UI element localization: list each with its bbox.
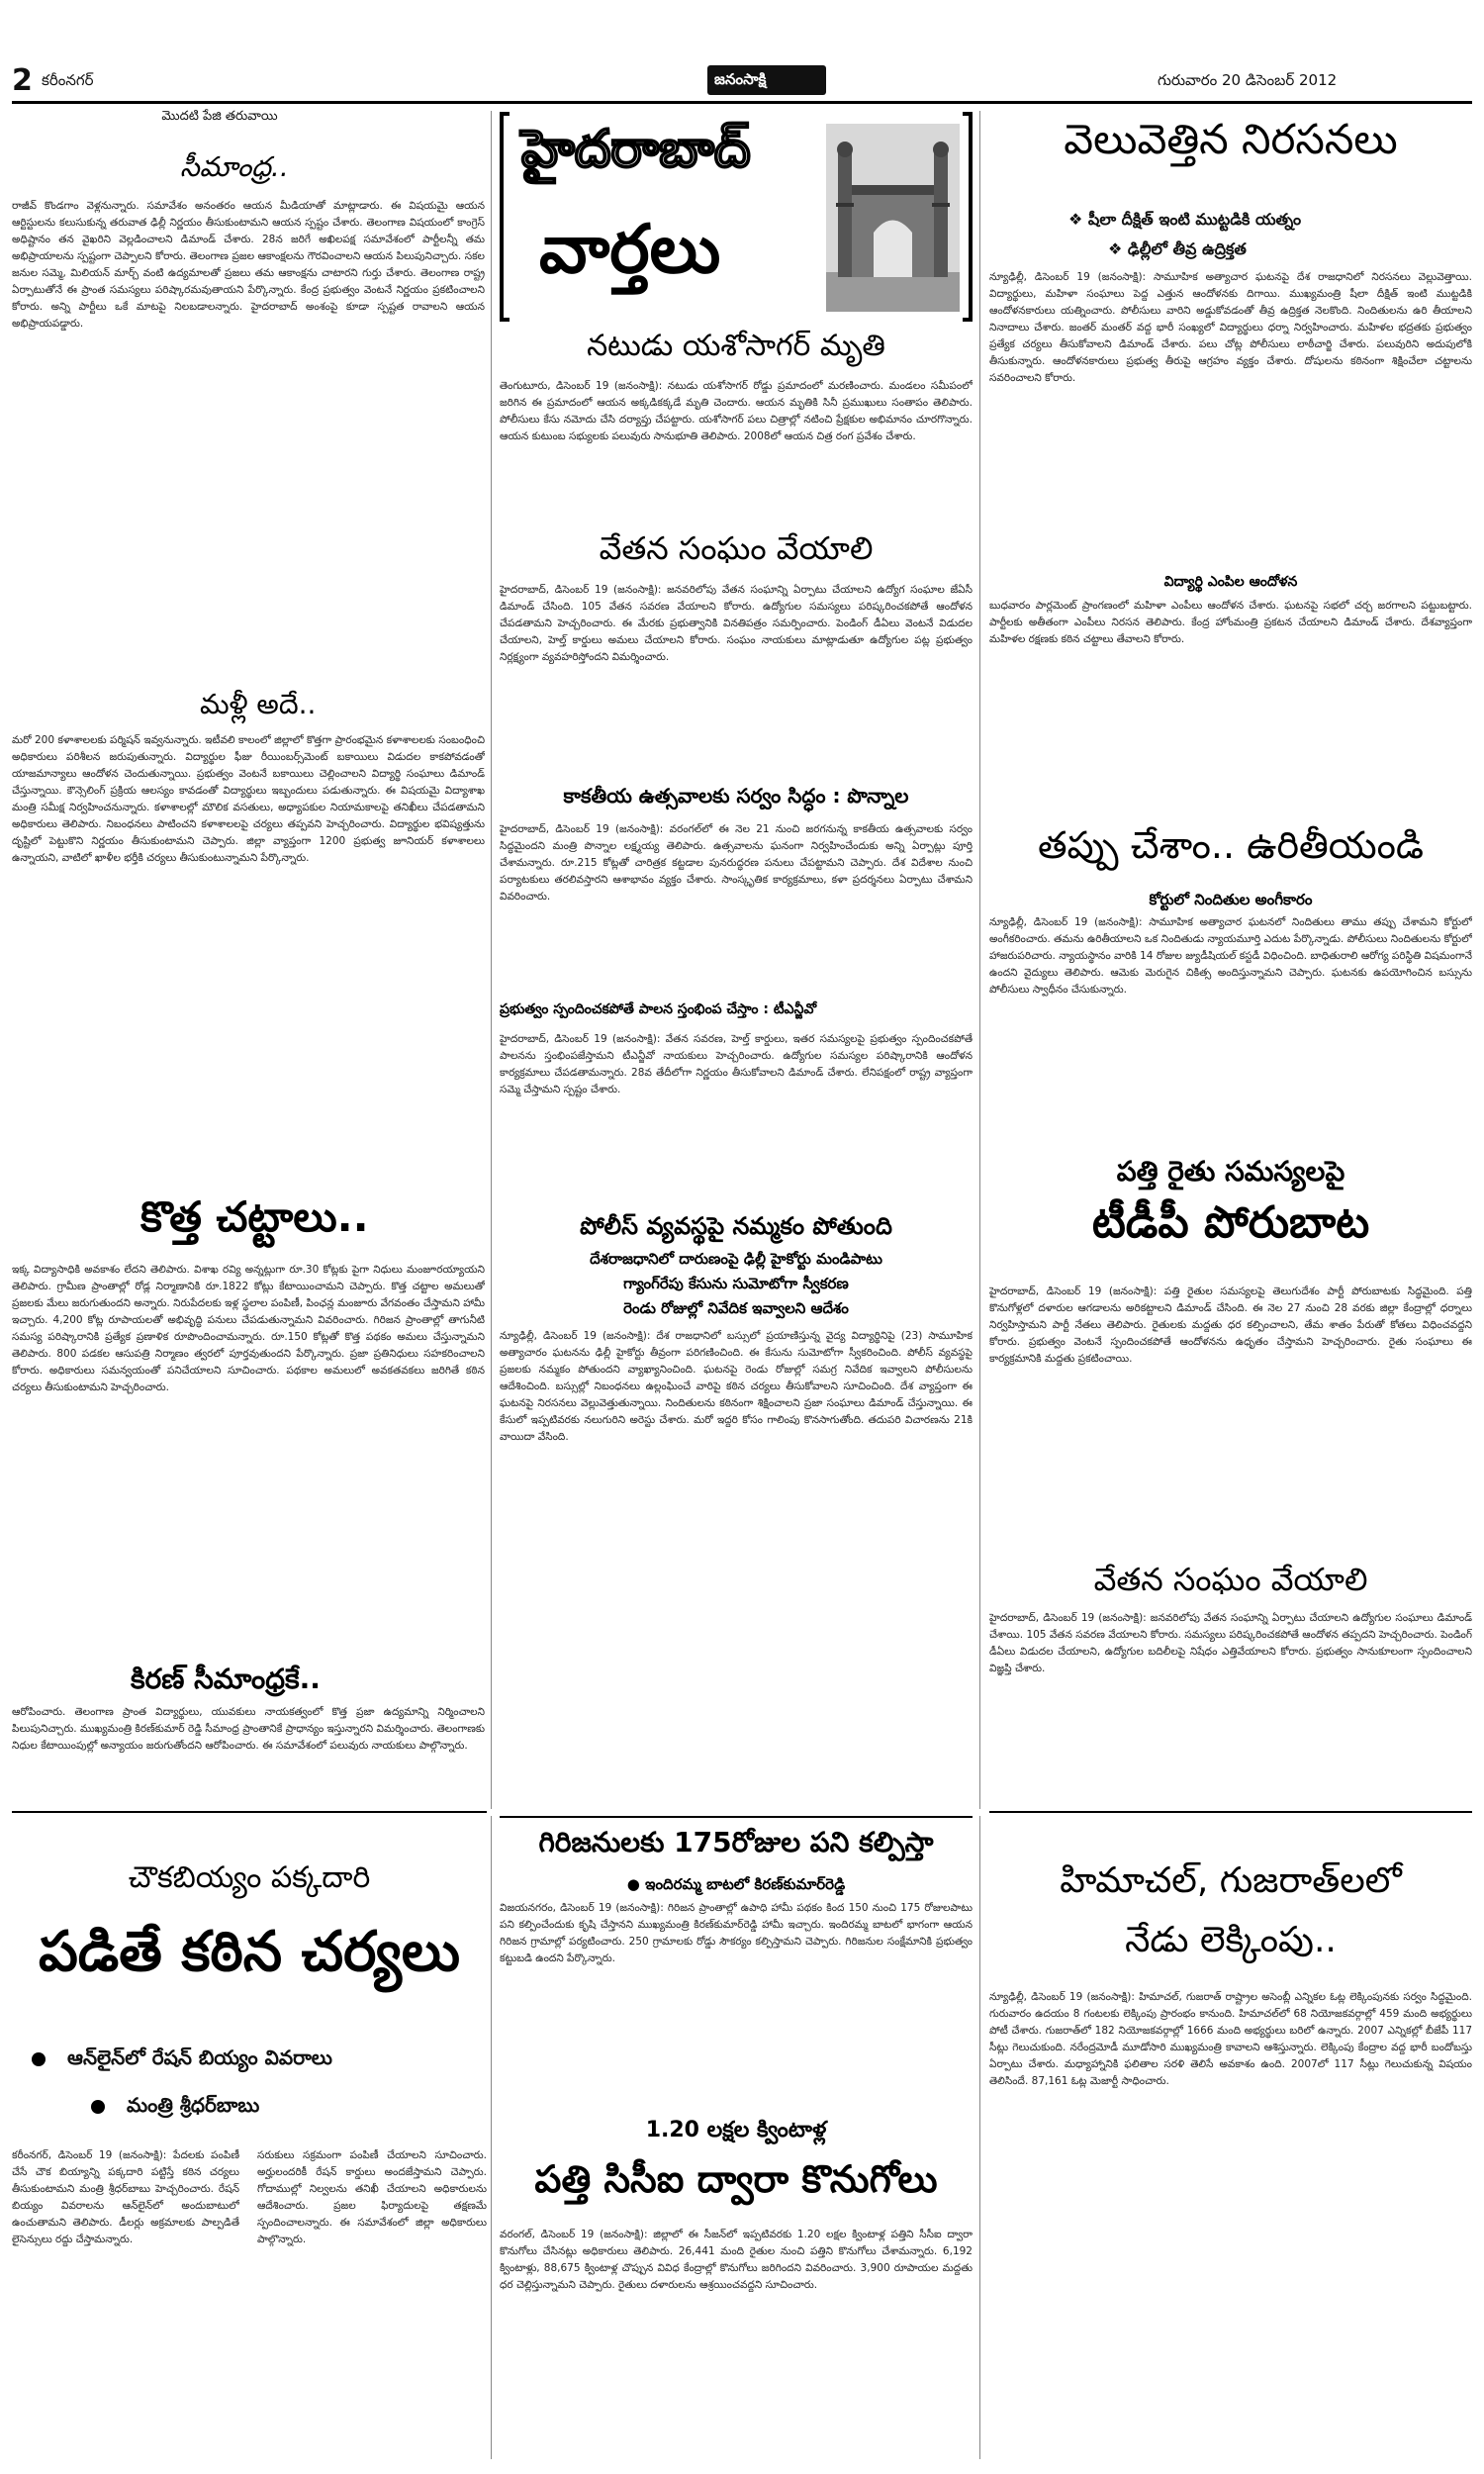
bullet-icon: ❖ <box>1108 239 1128 258</box>
headline-tngo: ప్రభుత్వం స్పందించకపోతే పాలన స్తంభింప చేస్తాం : టీఎన్జీవో <box>500 1001 817 1017</box>
bullet-online <box>32 2046 332 2074</box>
bullet-online-text: ఆన్‌లైన్‌లో రేషన్‌ బియ్యం వివరాలు <box>67 2046 332 2069</box>
lower-center <box>500 1821 973 2464</box>
lower-divider-1 <box>491 1816 492 2459</box>
headline-girijan: గిరిజనులకు 175రోజుల పని కల్పిస్తా <box>538 1826 934 1858</box>
issue-date: గురువారం 20 డిసెంబర్ 2012 <box>1158 71 1338 89</box>
article-mp: బుధవారం పార్లమెంట్‌ ప్రాంగణంలో మహిళా ఎంపీలు ఆందోళన చేశారు. ఘటనపై సభలో చర్చ జరగాలని పట్టుబట్టారు. పార్టీలకు అతీతంగా ఎంపీలు నిరసన తెలిపారు. కేంద్ర హోంమంత్రి ప్రకటన చేయాలని డిమాండ్‌ చేశారు. దేశవ్యాప్తంగా మహిళల రక్షణకు కఠిన చట్టాలు తేవాలని కోరారు. <box>989 600 1472 645</box>
article-cotton: వరంగల్‌, డిసెంబర్‌ 19 (జనంసాక్షి): జిల్లాలో ఈ సీజన్‌లో ఇప్పటివరకు 1.20 లక్షల క్వింటాళ్ల పత్తిని సీసీఐ ద్వారా కొనుగోలు చేసినట్లు అధికారులు తెలిపారు. 26,441 మంది రైతుల నుంచి పత్తిని కొనుగోలు చేశామన్నారు. 6,192 క్వింటాళ్లు, 88,675 క్వింటాళ్ల చొప్పున వివిధ కేంద్రాల్లో కొనుగోలు జరిగిందని వివరించారు. 3,900 రూపాయల మద్దతు ధర చెల్లిస్తున్నామని చెప్పారు. రైతులు దళారులను ఆశ్రయించవద్దని సూచించారు. <box>500 2229 973 2291</box>
headline-yashosagar: నటుడు యశోసాగర్‌ మృతి <box>587 329 885 363</box>
bullet-dot-icon <box>32 2052 46 2066</box>
headline-tappu-chesam: తప్పు చేశాం.. ఉరితీయండి <box>1037 823 1424 867</box>
subhead-mp: విద్యార్థి ఎంపిల ఆందోళన <box>1163 574 1298 590</box>
article-kotta-chattalu: ఇక్క విద్యాసాధికి అవకాశం లేదని తెలిపారు. విశాఖ రవ్యి అన్నట్లుగా రూ.30 కోట్లకు పైగా నిధులు మంజూరయ్యాయని తెలిపారు. గ్రామీణ ప్రాంతాల్లో రోడ్ల నిర్మాణానికి రూ.1822 కోట్లు కేటాయించామని చెప్పారు. కొత్త చట్టాల అమలుతో ప్రజలకు మేలు జరుగుతుందని అన్నారు. నిరుపేదలకు ఇళ్ల స్థలాల పంపిణీ, పింఛన్ల మంజూరు వేగవంతం చేస్తామని హామీ ఇచ్చారు. 4,200 కోట్ల రూపాయలతో అభివృద్ధి పనులు చేపడుతున్నామని వివరించారు. గిరిజన ప్రాంతాల్లో తాగునీటి సమస్య పరిష్కారానికి ప్రత్యేక ప్రణాళిక రూపొందించామన్నారు. రూ.150 కోట్లతో కొత్త పథకం అమలు చేస్తున్నామని తెలిపారు. 800 పడకల ఆసుపత్రి నిర్మాణం త్వరలో పూర్తవుతుందని పేర్కొన్నారు. ప్రజా ప్రతినిధులు సహకరించాలని కోరారు. అధికారులు సమన్వయంతో పనిచేయాలని సూచించారు. పథకాల అమలులో అవకతవకలు జరిగితే కఠిన చర్యలు తీసుకుంటామని హెచ్చరించారు. <box>12 1264 485 1393</box>
headline-police: పోలీస్‌ వ్యవస్థపై నమ్మకం పోతుంది <box>580 1212 892 1240</box>
lower-right-rule <box>989 1811 1472 1813</box>
headline-himachal-2: నేడు లెక్కింపు.. <box>1125 1920 1337 1960</box>
bullet-sheila-text: షీలా దీక్షిత్‌ ఇంటి ముట్టడికి యత్నం <box>1087 210 1302 229</box>
headline-vetana-sangham-2: వేతన సంఘం వేయాలి <box>1093 1561 1368 1598</box>
kicker: మొదటి పేజి తరువాయి <box>161 109 278 124</box>
article-ration-1: కరీంనగర్‌, డిసెంబర్‌ 19 (జనంసాక్షి): పేదలకు పంపిణీ చేసే చౌక బియ్యాన్ని పక్కదారి పట్టిస్తే కఠిన చర్యలు తీసుకుంటామని మంత్రి శ్రీధర్‌బాబు హెచ్చరించారు. రేషన్‌ బియ్యం వివరాలను ఆన్‌లైన్‌లో అందుబాటులో ఉంచుతామని తెలిపారు. డీలర్లు అక్రమాలకు పాల్పడితే లైసెన్సులు రద్దు చేస్తామన్నారు. <box>12 2149 239 2245</box>
lower-right <box>989 1821 1472 2464</box>
headline-cotton: పత్తి సిసీఐ ద్వారా కొనుగోలు <box>534 2157 938 2201</box>
banner-bracket-left <box>500 112 510 322</box>
masthead <box>0 61 1484 101</box>
article-himachal: న్యూఢిల్లీ, డిసెంబర్‌ 19 (జనంసాక్షి): హిమాచల్‌, గుజరాత్‌ రాష్ట్రాల అసెంబ్లీ ఎన్నికల ఓట్ల లెక్కింపునకు సర్వం సిద్ధమైంది. గురువారం ఉదయం 8 గంటలకు లెక్కింపు ప్రారంభం కానుంది. హిమాచల్‌లో 68 నియోజకవర్గాల్లో 459 మంది అభ్యర్థులు పోటీ చేశారు. గుజరాత్‌లో 182 నియోజకవర్గాల్లో 1666 మంది అభ్యర్థులు బరిలో ఉన్నారు. 2007 ఎన్నికల్లో బీజేపీ 117 సీట్లు గెలుచుకుంది. నరేంద్రమోడీ మూడోసారి ముఖ్యమంత్రి కావాలని ఆశిస్తున్నారు. లెక్కింపు కేంద్రాల వద్ద భారీ బందోబస్తు ఏర్పాటు చేశారు. మధ్యాహ్నానికి ఫలితాల సరళి తెలిసే అవకాశం ఉంది. 2007లో 117 సీట్లు గెలుచుకున్న విషయం తెలిసిందే. 87,161 ఓట్ల మెజార్టీ సాధించారు. <box>989 1991 1472 2087</box>
article-ration-2: సరుకులు సక్రమంగా పంపిణీ చేయాలని సూచించారు. అర్హులందరికీ రేషన్‌ కార్డులు అందజేస్తామని చెప్పారు. గోదాముల్లో నిల్వలను తనిఖీ చేయాలని అధికారులను ఆదేశించారు. ప్రజల ఫిర్యాదులపై తక్షణమే స్పందించాలన్నారు. ఈ సమావేశంలో జిల్లా అధికారులు పాల్గొన్నారు. <box>257 2149 487 2245</box>
bullet-sheila <box>1068 210 1301 233</box>
column-2 <box>500 327 973 1811</box>
article-girijan: విజయనగరం, డిసెంబర్‌ 19 (జనంసాక్షి): గిరిజన ప్రాంతాల్లో ఉపాధి హామీ పథకం కింద 150 నుంచి 175 రోజులపాటు పని కల్పించేందుకు కృషి చేస్తానని ముఖ్యమంత్రి కిరణ్‌కుమార్‌రెడ్డి హామీ ఇచ్చారు. ఇందిరమ్మ బాటలో భాగంగా ఆయన గిరిజన గ్రామాల్లో పర్యటించారు. 250 గ్రామాలకు రోడ్డు సౌకర్యం కల్పిస్తామని చెప్పారు. గిరిజనుల సంక్షేమానికి ప్రభుత్వం కట్టుబడి ఉందని పేర్కొన్నారు. <box>500 1902 973 1964</box>
article-kiran: ఆరోపించారు. తెలంగాణ ప్రాంత విద్యార్థులు, యువకులు నాయకత్వంలో కొత్త ప్రజా ఉద్యమాన్ని నిర్మించాలని పిలుపునిచ్చారు. ముఖ్యమంత్రి కిరణ్‌కుమార్‌ రెడ్డి సీమాంధ్ర ప్రాంతానికే ప్రాధాన్యం ఇస్తున్నారని విమర్శించారు. తెలంగాణకు నిధుల కేటాయింపుల్లో అన్యాయం జరుగుతోందని ఆరోపించారు. ఈ సమావేశంలో పలువురు నాయకులు పాల్గొన్నారు. <box>12 1706 485 1752</box>
subhead-court: కోర్టులో నిందితుల అంగీకారం <box>1149 891 1313 908</box>
headline-vetana-sangham: వేతన సంఘం వేయాలి <box>599 529 874 567</box>
subhead-police-2: గ్యాంగ్‌రేపు కేసును సుమోటోగా స్వీకరణ <box>623 1275 849 1292</box>
lower-left <box>12 1816 487 2459</box>
banner-bracket-right <box>963 112 973 322</box>
headline-himachal-1: హిమాచల్‌, గుజరాత్‌లలో <box>1060 1860 1402 1901</box>
subhead-police-3: రెండు రోజుల్లో నివేదిక ఇవ్వాలని ఆదేశం <box>623 1299 849 1317</box>
subhead-girijan-text: ఇందిరమ్మ బాటలో కిరణ్‌కుమార్‌రెడ్డి <box>645 1875 846 1893</box>
article-tdp: హైదరాబాద్‌, డిసెంబర్‌ 19 (జనంసాక్షి): పత్తి రైతుల సమస్యలపై తెలుగుదేశం పార్టీ పోరుబాటకు సిద్ధమైంది. పత్తి కొనుగోళ్లలో దళారుల ఆగడాలను అరికట్టాలని డిమాండ్‌ చేసింది. ఈ నెల 27 నుంచి 28 వరకు జిల్లా కేంద్రాల్లో ధర్నాలు నిర్వహిస్తామని పార్టీ నేతలు తెలిపారు. రైతులకు మద్దతు ధర కల్పించాలని, తేమ శాతం పేరుతో కోతలు విధించవద్దని కోరారు. ప్రభుత్వం వెంటనే స్పందించకపోతే ఆందోళనను ఉధృతం చేస్తామని హెచ్చరించారు. రైతు సంఘాలు ఈ కార్యక్రమానికి మద్దతు ప్రకటించాయి. <box>989 1285 1472 1365</box>
article-tngo: హైదరాబాద్‌, డిసెంబర్‌ 19 (జనంసాక్షి): వేతన సవరణ, హెల్త్‌ కార్డులు, ఇతర సమస్యలపై ప్రభుత్వం స్పందించకపోతే పాలనను స్తంభింపజేస్తామని టీఎన్జీవో నాయకులు హెచ్చరించారు. ఉద్యోగుల సమస్యల పరిష్కారానికి ఆందోళన కార్యక్రమాలు చేపడతామన్నారు. 28వ తేదీలోగా నిర్ణయం తీసుకోవాలని డిమాండ్‌ చేశారు. లేనిపక్షంలో రాష్ట్ర వ్యాప్తంగా సమ్మె చేస్తామని స్పష్టం చేశారు. <box>500 1033 973 1095</box>
bullet-delhi <box>1108 239 1247 262</box>
section-name: కరీంనగర్ <box>42 71 94 89</box>
lower-center-rule <box>500 1816 973 1818</box>
headline-kakatiya: కాకతీయ ఉత్సవాలకు సర్వం సిద్ధం : పొన్నాల <box>563 784 909 808</box>
lower-left-rule <box>12 1811 487 1813</box>
bullet-minister <box>91 2093 259 2122</box>
article-tappu-chesam: న్యూఢిల్లీ, డిసెంబర్‌ 19 (జనంసాక్షి): సామూహిక అత్యాచార ఘటనలో నిందితులు తాము తప్పు చేశామని కోర్టులో అంగీకరించారు. తమను ఉరితీయాలని ఒక నిందితుడు న్యాయమూర్తి ఎదుట పేర్కొన్నాడు. పోలీసులు నిందితులను కోర్టులో హాజరుపరిచారు. న్యాయస్థానం వారికి 14 రోజుల జ్యుడీషియల్‌ కస్టడీ విధించింది. బాధితురాలి ఆరోగ్య పరిస్థితి విషమంగానే ఉందని వైద్యులు తెలిపారు. ఆమెకు మెరుగైన చికిత్స అందిస్తున్నామని చెప్పారు. ఘటనకు ఉపయోగించిన బస్సును పోలీసులు స్వాధీనం చేసుకున్నారు. <box>989 916 1472 996</box>
column-divider-2 <box>979 111 980 1809</box>
article-malli-ade: మరో 200 కళాశాలలకు పర్మిషన్‌ ఇవ్వనున్నారు. ఇటీవలి కాలంలో జిల్లాలో కొత్తగా ప్రారంభమైన కళాశాలలకు సంబంధించి అధికారులు పరిశీలన జరుపుతున్నారు. విద్యార్థుల ఫీజు రీయింబర్స్‌మెంట్‌ బకాయిలు విడుదల కాకపోవడంతో యాజమాన్యాలు ఆందోళన చెందుతున్నాయి. ప్రభుత్వం వెంటనే బకాయిలు చెల్లించాలని విద్యార్థి సంఘాలు డిమాండ్‌ చేస్తున్నాయి. కౌన్సెలింగ్‌ ప్రక్రియ ఆలస్యం కావడంతో విద్యార్థులు ఇబ్బందులు పడుతున్నారు. ఈ విషయమై విద్యాశాఖ మంత్రి సమీక్ష నిర్వహించనున్నారు. కళాశాలల్లో మౌలిక వసతులు, అధ్యాపకుల నియామకాలపై తనిఖీలు చేపడతామని అధికారులు తెలిపారు. నిబంధనలు పాటించని కళాశాలలపై చర్యలు తప్పవని హెచ్చరించారు. విద్యార్థుల భవిష్యత్తును దృష్టిలో పెట్టుకొని నిర్ణయం తీసుకుంటామని చెప్పారు. జిల్లా వ్యాప్తంగా 1200 ప్రభుత్వ జూనియర్‌ కళాశాలలు ఉన్నాయని, వాటిలో ఖాళీల భర్తీకి చర్యలు తీసుకుంటున్నామని పేర్కొన్నారు. <box>12 734 485 864</box>
column-1 <box>12 109 485 1809</box>
column-divider-1 <box>491 111 492 1809</box>
column-3 <box>989 111 1472 1811</box>
lower-divider-2 <box>979 1816 980 2459</box>
banner-title-top: హైదరాబాద్ <box>521 120 751 179</box>
charminar-icon <box>826 124 960 312</box>
bullet-minister-text: మంత్రి శ్రీధర్‌బాబు <box>127 2093 260 2117</box>
bullet-dot-icon <box>91 2100 105 2114</box>
subhead-girijan <box>500 1875 973 1897</box>
bullet-icon: ● <box>626 1875 646 1893</box>
article-vetana-sangham: హైదరాబాద్‌, డిసెంబర్‌ 19 (జనంసాక్షి): జనవరిలోపు వేతన సంఘాన్ని ఏర్పాటు చేయాలని ఉద్యోగ సంఘాల జేఏసీ డిమాండ్‌ చేసింది. 105 వేతన సవరణ వేయాలని కోరారు. ఉద్యోగుల సమస్యలు పరిష్కరించకపోతే ఆందోళన చేపడతామని హెచ్చరించారు. ఈ మేరకు ప్రభుత్వానికి వినతిపత్రం సమర్పించారు. పెండింగ్‌ డీఏలు వెంటనే విడుదల చేయాలని, హెల్త్‌ కార్డులు అమలు చేయాలని కోరారు. సంఘం నాయకులు మాట్లాడుతూ ఉద్యోగుల పట్ల ప్రభుత్వం నిర్లక్ష్యంగా వ్యవహరిస్తోందని విమర్శించారు. <box>500 584 973 663</box>
paper-name: జనంసాక్షి <box>714 70 767 88</box>
article-niranasalu: న్యూఢిల్లీ, డిసెంబర్‌ 19 (జనంసాక్షి): సామూహిక అత్యాచార ఘటనపై దేశ రాజధానిలో నిరసనలు వెల్లువెత్తాయి. విద్యార్థులు, మహిళా సంఘాలు పెద్ద ఎత్తున ఆందోళనకు దిగాయి. ముఖ్యమంత్రి షీలా దీక్షిత్‌ ఇంటి ముట్టడికి ఆందోళనకారులు యత్నించారు. పోలీసులు వారిని అడ్డుకోవడంతో తీవ్ర ఉద్రిక్తత నెలకొంది. నిందితులను ఉరి తీయాలని నినాదాలు చేశారు. జంతర్‌ మంతర్‌ వద్ద భారీ సంఖ్యలో విద్యార్థులు ధర్నా నిర్వహించారు. మహిళల భద్రతకు ప్రభుత్వం ప్రత్యేక చర్యలు తీసుకోవాలని డిమాండ్‌ చేశారు. పలు చోట్ల పోలీసులు లాఠీచార్జి చేశారు. పలువురిని అదుపులోకి తీసుకున్నారు. ఆందోళనకారులు ప్రభుత్వ తీరుపై ఆగ్రహం వ్యక్తం చేశారు. దోషులను కఠినంగా శిక్షించేలా చట్టాలను సవరించాలని కోరారు. <box>989 271 1472 384</box>
article-police: న్యూఢిల్లీ, డిసెంబర్‌ 19 (జనంసాక్షి): దేశ రాజధానిలో బస్సులో ప్రయాణిస్తున్న వైద్య విద్యార్థినిపై (23) సామూహిక అత్యాచారం ఘటనను ఢిల్లీ హైకోర్టు తీవ్రంగా పరిగణించింది. ఈ కేసును సుమోటోగా స్వీకరించింది. పోలీస్‌ వ్యవస్థపై ప్రజలకు నమ్మకం పోతుందని వ్యాఖ్యానించింది. ఘటనపై రెండు రోజుల్లో సమగ్ర నివేదిక ఇవ్వాలని పోలీసులను ఆదేశించింది. బస్సుల్లో నిబంధనలు ఉల్లంఘించే వారిపై కఠిన చర్యలు తీసుకోవాలని సూచించింది. దేశ వ్యాప్తంగా ఈ ఘటనపై నిరసనలు వెల్లువెత్తుతున్నాయి. నిందితులను కఠినంగా శిక్షించాలని ప్రజా సంఘాలు డిమాండ్‌ చేస్తున్నాయి. ఈ కేసులో ఇప్పటివరకు నలుగురిని అరెస్టు చేశారు. మరో ఇద్దరి కోసం గాలింపు కొనసాగుతోంది. తదుపరి విచారణను 21కి వాయిదా వేసింది. <box>500 1330 973 1443</box>
hyderabad-news-banner <box>500 112 973 325</box>
bullet-icon: ❖ <box>1068 210 1088 229</box>
article-kakatiya: హైదరాబాద్‌, డిసెంబర్‌ 19 (జనంసాక్షి): వరంగల్‌లో ఈ నెల 21 నుంచి జరగనున్న కాకతీయ ఉత్సవాలకు సర్వం సిద్ధమైందని మంత్రి పొన్నాల లక్ష్మయ్య తెలిపారు. ఉత్సవాలను ఘనంగా నిర్వహించేందుకు అన్ని ఏర్పాట్లు పూర్తి చేశామన్నారు. రూ.215 కోట్లతో చారిత్రక కట్టడాల పునరుద్ధరణ పనులు చేపట్టామని చెప్పారు. దేశ విదేశాల నుంచి పర్యాటకులు తరలివస్తారని ఆశాభావం వ్యక్తం చేశారు. సాంస్కృతిక కార్యక్రమాలు, కళా ప్రదర్శనలు ఏర్పాటు చేశామని వివరించారు. <box>500 823 973 903</box>
headline-malli-ade: మళ్లీ అదే.. <box>200 688 317 720</box>
masthead-rule <box>12 101 1472 104</box>
banner-title-bottom: వార్తలు <box>539 211 721 289</box>
subhead-cotton: 1.20 లక్షల క్వింటాళ్ల <box>645 2118 827 2142</box>
headline-tdp: టీడీపీ పోరుబాట <box>1091 1197 1370 1248</box>
headline-kiran-seemandhrake: కిరణ్‌ సీమాంధ్రకే.. <box>131 1663 321 1695</box>
article-yashosagar: తెంగుటూరు, డిసెంబర్‌ 19 (జనంసాక్షి): నటుడు యశోసాగర్‌ రోడ్డు ప్రమాదంలో మరణించారు. మండలం సమీపంలో జరిగిన ఈ ప్రమాదంలో ఆయన అక్కడికక్కడే మృతి చెందారు. ఆయన మృతికి సినీ ప్రముఖులు సంతాపం తెలిపారు. పోలీసులు కేసు నమోదు చేసి దర్యాప్తు చేపట్టారు. యశోసాగర్‌ పలు చిత్రాల్లో నటించి ప్రేక్షకుల అభిమానం చూరగొన్నారు. ఆయన కుటుంబ సభ్యులకు పలువురు సానుభూతి తెలిపారు. 2008లో ఆయన చిత్ర రంగ ప్రవేశం చేశారు. <box>500 380 973 442</box>
headline-niranasalu: వెలువెత్తిన నిరసనలు <box>1064 115 1398 163</box>
page-number: 2 <box>12 63 33 98</box>
article-seemandhra: రాజీవ్‌ కొండగాం వెళ్లనున్నారు. సమావేశం అనంతరం ఆయన మీడియాతో మాట్లాడారు. ఈ విషయమై ఆయన ఆర్టిస్టులను కలుసుకున్న తరువాత ఢిల్లీ నిర్ణయం తీసుకుంటామని ఆయన స్పష్టం చేశారు. తెలంగాణ విషయంలో కాంగ్రెస్‌ అధిష్టానం తన వైఖరిని వెల్లడించాలని డిమాండ్‌ చేశారు. 28న జరిగే అఖిలపక్ష సమావేశంలో పార్టీలన్నీ తమ అభిప్రాయాలను స్పష్టంగా చెప్పాలని కోరారు. తెలంగాణ ప్రజల ఆకాంక్షలను గౌరవించాలని ఆయన పిలుపునిచ్చారు. సకల జనుల సమ్మె, మిలియన్‌ మార్చ్‌ వంటి ఉద్యమాలతో ప్రజలు తమ ఆకాంక్షను చాటారని గుర్తు చేశారు. తెలంగాణ రాష్ట్ర ఏర్పాటుతోనే ఈ ప్రాంత సమస్యలు పరిష్కారమవుతాయని పేర్కొన్నారు. కేంద్ర ప్రభుత్వం వెంటనే నిర్ణయం ప్రకటించాలని కోరారు. అన్ని పార్టీలు ఒకే మాటపై నిలబడాలన్నారు. హైదరాబాద్‌ అంశంపై కూడా స్పష్టత రావాలని ఆయన అభిప్రాయపడ్డారు. <box>12 200 485 330</box>
article-vetana-sangham-2: హైదరాబాద్‌, డిసెంబర్‌ 19 (జనంసాక్షి): జనవరిలోపు వేతన సంఘాన్ని ఏర్పాటు చేయాలని ఉద్యోగుల సంఘాలు డిమాండ్‌ చేశాయి. 105 వేతన సవరణ వేయాలని కోరారు. సమస్యలు పరిష్కరించకపోతే ఆందోళన తప్పదని హెచ్చరించారు. పెండింగ్‌ డీఏలు విడుదల చేయాలని, ఉద్యోగుల బదిలీలపై నిషేధం ఎత్తివేయాలని కోరారు. ప్రభుత్వం సానుకూలంగా స్పందించాలని విజ్ఞప్తి చేశారు. <box>989 1612 1472 1674</box>
headline-seemandhra: సీమాంధ్ర.. <box>180 150 289 183</box>
subhead-patti-raitu: పత్తి రైతు సమస్యలపై <box>1116 1155 1345 1188</box>
headline-ration: పడితే కఠిన చర్యలు <box>38 1920 461 1984</box>
headline-kotta-chattalu: కొత్త చట్టాలు.. <box>140 1192 369 1241</box>
bullet-delhi-text: ఢిల్లీలో తీవ్ర ఉద్రిక్తత <box>1127 239 1247 258</box>
subhead-police-1: దేశరాజధానిలో దారుణంపై ఢిల్లీ హైకోర్టు మండిపాటు <box>590 1250 882 1268</box>
kicker-ration: చౌకబియ్యం పక్కదారి <box>128 1860 371 1895</box>
